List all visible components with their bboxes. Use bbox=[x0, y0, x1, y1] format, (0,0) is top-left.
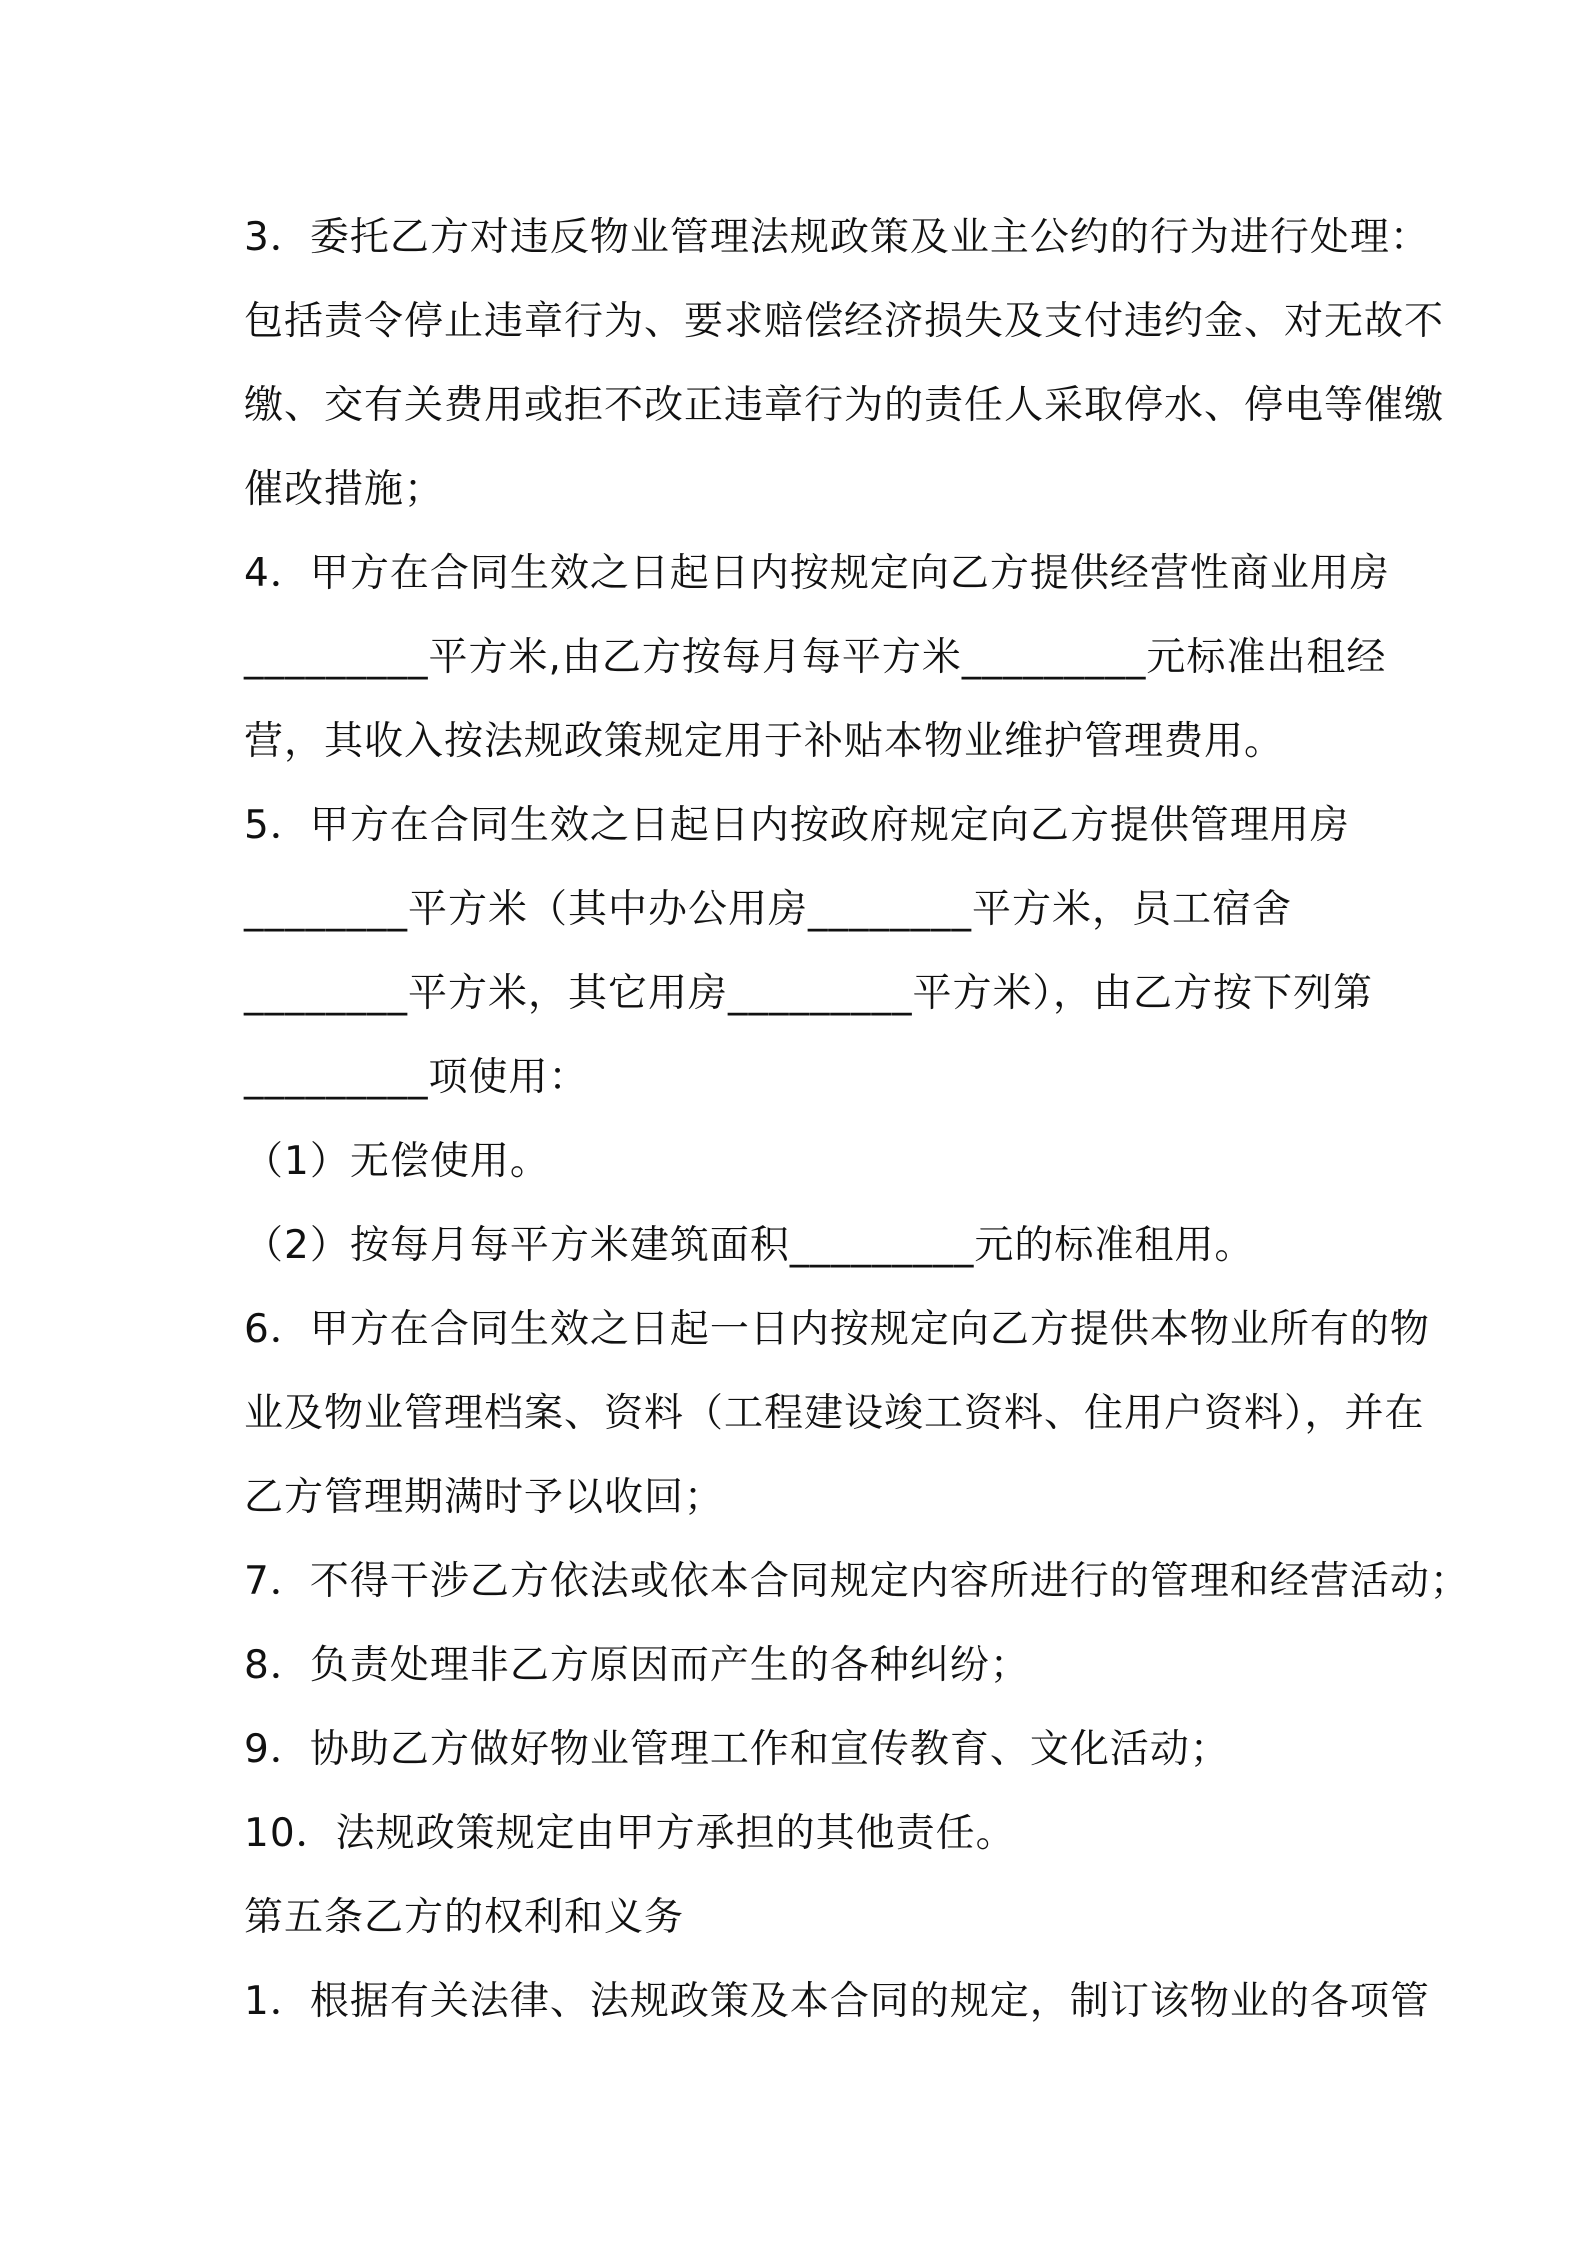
text-line: （1）无偿使用。 bbox=[244, 1139, 550, 1184]
text-line: ________平方米，其它用房_________平方米），由乙方按下列第 bbox=[244, 971, 1374, 1016]
text-line: 乙方管理期满时予以收回； bbox=[244, 1475, 725, 1520]
text-line: 包括责令停止违章行为、要求赔偿经济损失及支付违约金、对无故不 bbox=[244, 299, 1445, 344]
text-line: （2）按每月每平方米建筑面积_________元的标准租用。 bbox=[244, 1223, 1255, 1268]
document-body bbox=[244, 196, 1470, 2044]
text-line: ________平方米（其中办公用房________平方米，员工宿舍 bbox=[244, 887, 1293, 932]
text-line: _________项使用： bbox=[244, 1055, 589, 1100]
text-line: _________平方米,由乙方按每月每平方米_________元标准出租经 bbox=[244, 635, 1387, 680]
text-line: 9．协助乙方做好物业管理工作和宣传教育、文化活动； bbox=[244, 1727, 1230, 1772]
text-line: 4．甲方在合同生效之日起日内按规定向乙方提供经营性商业用房 bbox=[244, 551, 1390, 596]
text-line: 7．不得干涉乙方依法或依本合同规定内容所进行的管理和经营活动； bbox=[244, 1559, 1470, 1604]
text-line: 8．负责处理非乙方原因而产生的各种纠纷； bbox=[244, 1643, 1030, 1688]
text-line: 营，其收入按法规政策规定用于补贴本物业维护管理费用。 bbox=[244, 719, 1285, 764]
section-heading: 第五条乙方的权利和义务 bbox=[244, 1895, 685, 1940]
text-line: 6．甲方在合同生效之日起一日内按规定向乙方提供本物业所有的物 bbox=[244, 1307, 1430, 1352]
text-line: 3．委托乙方对违反物业管理法规政策及业主公约的行为进行处理： bbox=[244, 215, 1430, 260]
text-line: 缴、交有关费用或拒不改正违章行为的责任人采取停水、停电等催缴 bbox=[244, 383, 1445, 428]
text-line: 催改措施； bbox=[244, 467, 445, 512]
text-line: 业及物业管理档案、资料（工程建设竣工资料、住用户资料），并在 bbox=[244, 1391, 1425, 1436]
text-line: 10．法规政策规定由甲方承担的其他责任。 bbox=[244, 1811, 1016, 1856]
text-line: 1．根据有关法律、法规政策及本合同的规定，制订该物业的各项管 bbox=[244, 1979, 1430, 2024]
text-line: 5．甲方在合同生效之日起日内按政府规定向乙方提供管理用房 bbox=[244, 803, 1350, 848]
